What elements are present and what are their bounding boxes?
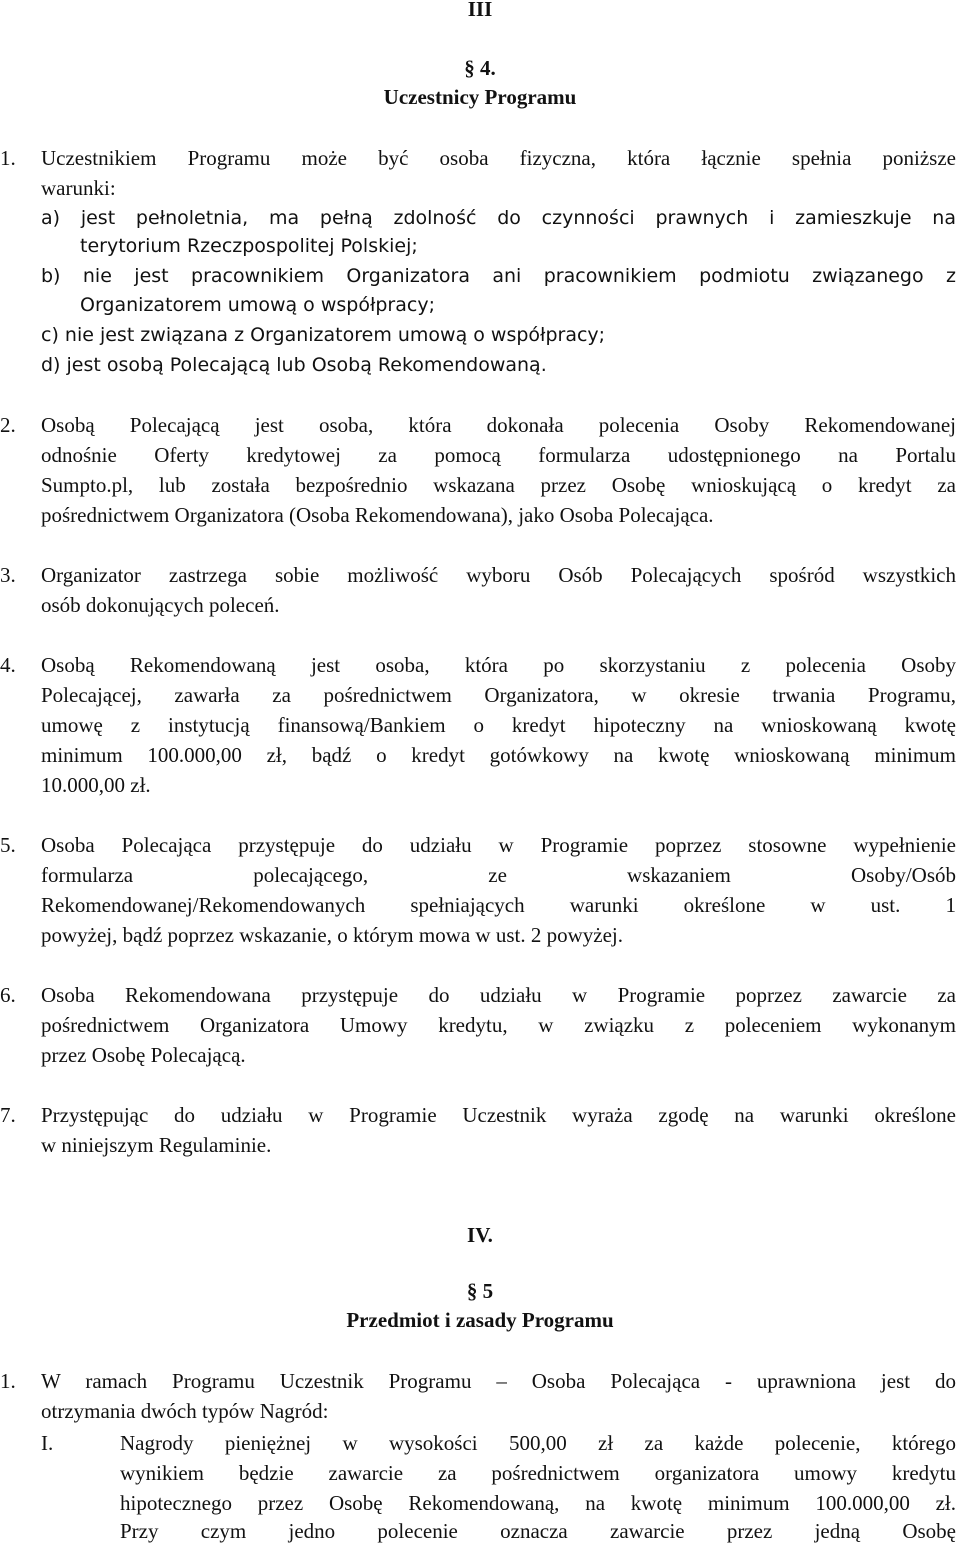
section-number: III [467,0,493,21]
item-text: formularza polecającego, ze wskazaniem Osoby/Osób [41,863,956,887]
list-item: Organizatorem umową o współpracy; [80,294,435,316]
list-item: c) nie jest związana z Organizatorem umową o współpracy; [41,324,606,346]
item-text: odnośnie Oferty kredytowej za pomocą formularza udostępnionego na Portalu [41,443,956,467]
item-number: 2. [0,413,16,437]
list-item: a) jest pełnoletnia, ma pełną zdolność do czynności prawnych i zamieszkuje na [41,207,956,229]
item-text: Sumpto.pl, lub została bezpośrednio wskazana przez Osobę wnioskującą o kredyt za [41,473,956,497]
item-text: pośrednictwem Organizatora (Osoba Rekomendowana), jako Osoba Polecająca. [41,503,714,527]
sub-item-text: hipotecznego przez Osobę Rekomendowaną, na kwotę minimum 100.000,00 zł. [120,1491,956,1515]
item-text: umowę z instytucją finansową/Bankiem o kredyt hipoteczny na wnioskowaną kwotę [41,713,956,737]
item-number: 3. [0,563,16,587]
item-text: Rekomendowanej/Rekomendowanych spełniających warunki określone w ust. 1 [41,893,956,917]
item-number: 1. [0,146,16,170]
sub-item-text: Nagrody pieniężnej w wysokości 500,00 zł za każde polecenie, którego [120,1431,956,1455]
sub-item-text: Przy czym jedno polecenie oznacza zawarcie przez jedną Osobę [120,1519,956,1543]
list-item: b) nie jest pracownikiem Organizatora ani pracownikiem podmiotu związanego z [41,265,956,287]
item-text: powyżej, bądź poprzez wskazanie, o którym mowa w ust. 2 powyżej. [41,923,623,947]
item-number: 4. [0,653,16,677]
item-text: przez Osobę Polecającą. [41,1043,246,1067]
paragraph-number: § 4. [464,56,496,80]
item-text: osób dokonujących poleceń. [41,593,280,617]
item-number: 7. [0,1103,16,1127]
item-text: warunki: [41,176,116,200]
sub-item-text: wynikiem będzie zawarcie za pośrednictwem organizatora umowy kredytu [120,1461,956,1485]
item-text: Osoba Rekomendowana przystępuje do udziału w Programie poprzez zawarcie za [41,983,956,1007]
section-title: Uczestnicy Programu [383,85,577,109]
sub-item-number: I. [41,1431,54,1455]
item-number: 5. [0,833,16,857]
item-text: w niniejszym Regulaminie. [41,1133,272,1157]
item-text: W ramach Programu Uczestnik Programu – Osoba Polecająca - uprawniona jest do [41,1369,956,1393]
item-text: 10.000,00 zł. [41,773,151,797]
item-text: Osobą Rekomendowaną jest osoba, która po skorzystaniu z polecenia Osoby [41,653,956,677]
item-text: pośrednictwem Organizatora Umowy kredytu, w związku z poleceniem wykonanym [41,1013,956,1037]
item-text: otrzymania dwóch typów Nagród: [41,1399,329,1423]
item-number: 1. [0,1369,16,1393]
item-text: Polecającej, zawarła za pośrednictwem Organizatora, w okresie trwania Programu, [41,683,956,707]
list-item: terytorium Rzeczpospolitej Polskiej; [80,235,418,257]
item-text: Osobą Polecającą jest osoba, która dokonała polecenia Osoby Rekomendowanej [41,413,956,437]
item-text: minimum 100.000,00 zł, bądź o kredyt gotówkowy na kwotę wnioskowaną minimum [41,743,956,767]
item-text: Organizator zastrzega sobie możliwość wyboru Osób Polecających spośród wszystkich [41,563,956,587]
list-item: d) jest osobą Polecającą lub Osobą Rekomendowaną. [41,354,547,376]
section-number: IV. [467,1223,493,1247]
item-text: Uczestnikiem Programu może być osoba fizyczna, która łącznie spełnia poniższe [41,146,956,170]
item-text: Przystępując do udziału w Programie Uczestnik wyraża zgodę na warunki określone [41,1103,956,1127]
item-text: Osoba Polecająca przystępuje do udziału w Programie poprzez stosowne wypełnienie [41,833,956,857]
paragraph-number: § 5 [466,1279,494,1303]
section-title: Przedmiot i zasady Programu [346,1308,614,1332]
item-number: 6. [0,983,16,1007]
